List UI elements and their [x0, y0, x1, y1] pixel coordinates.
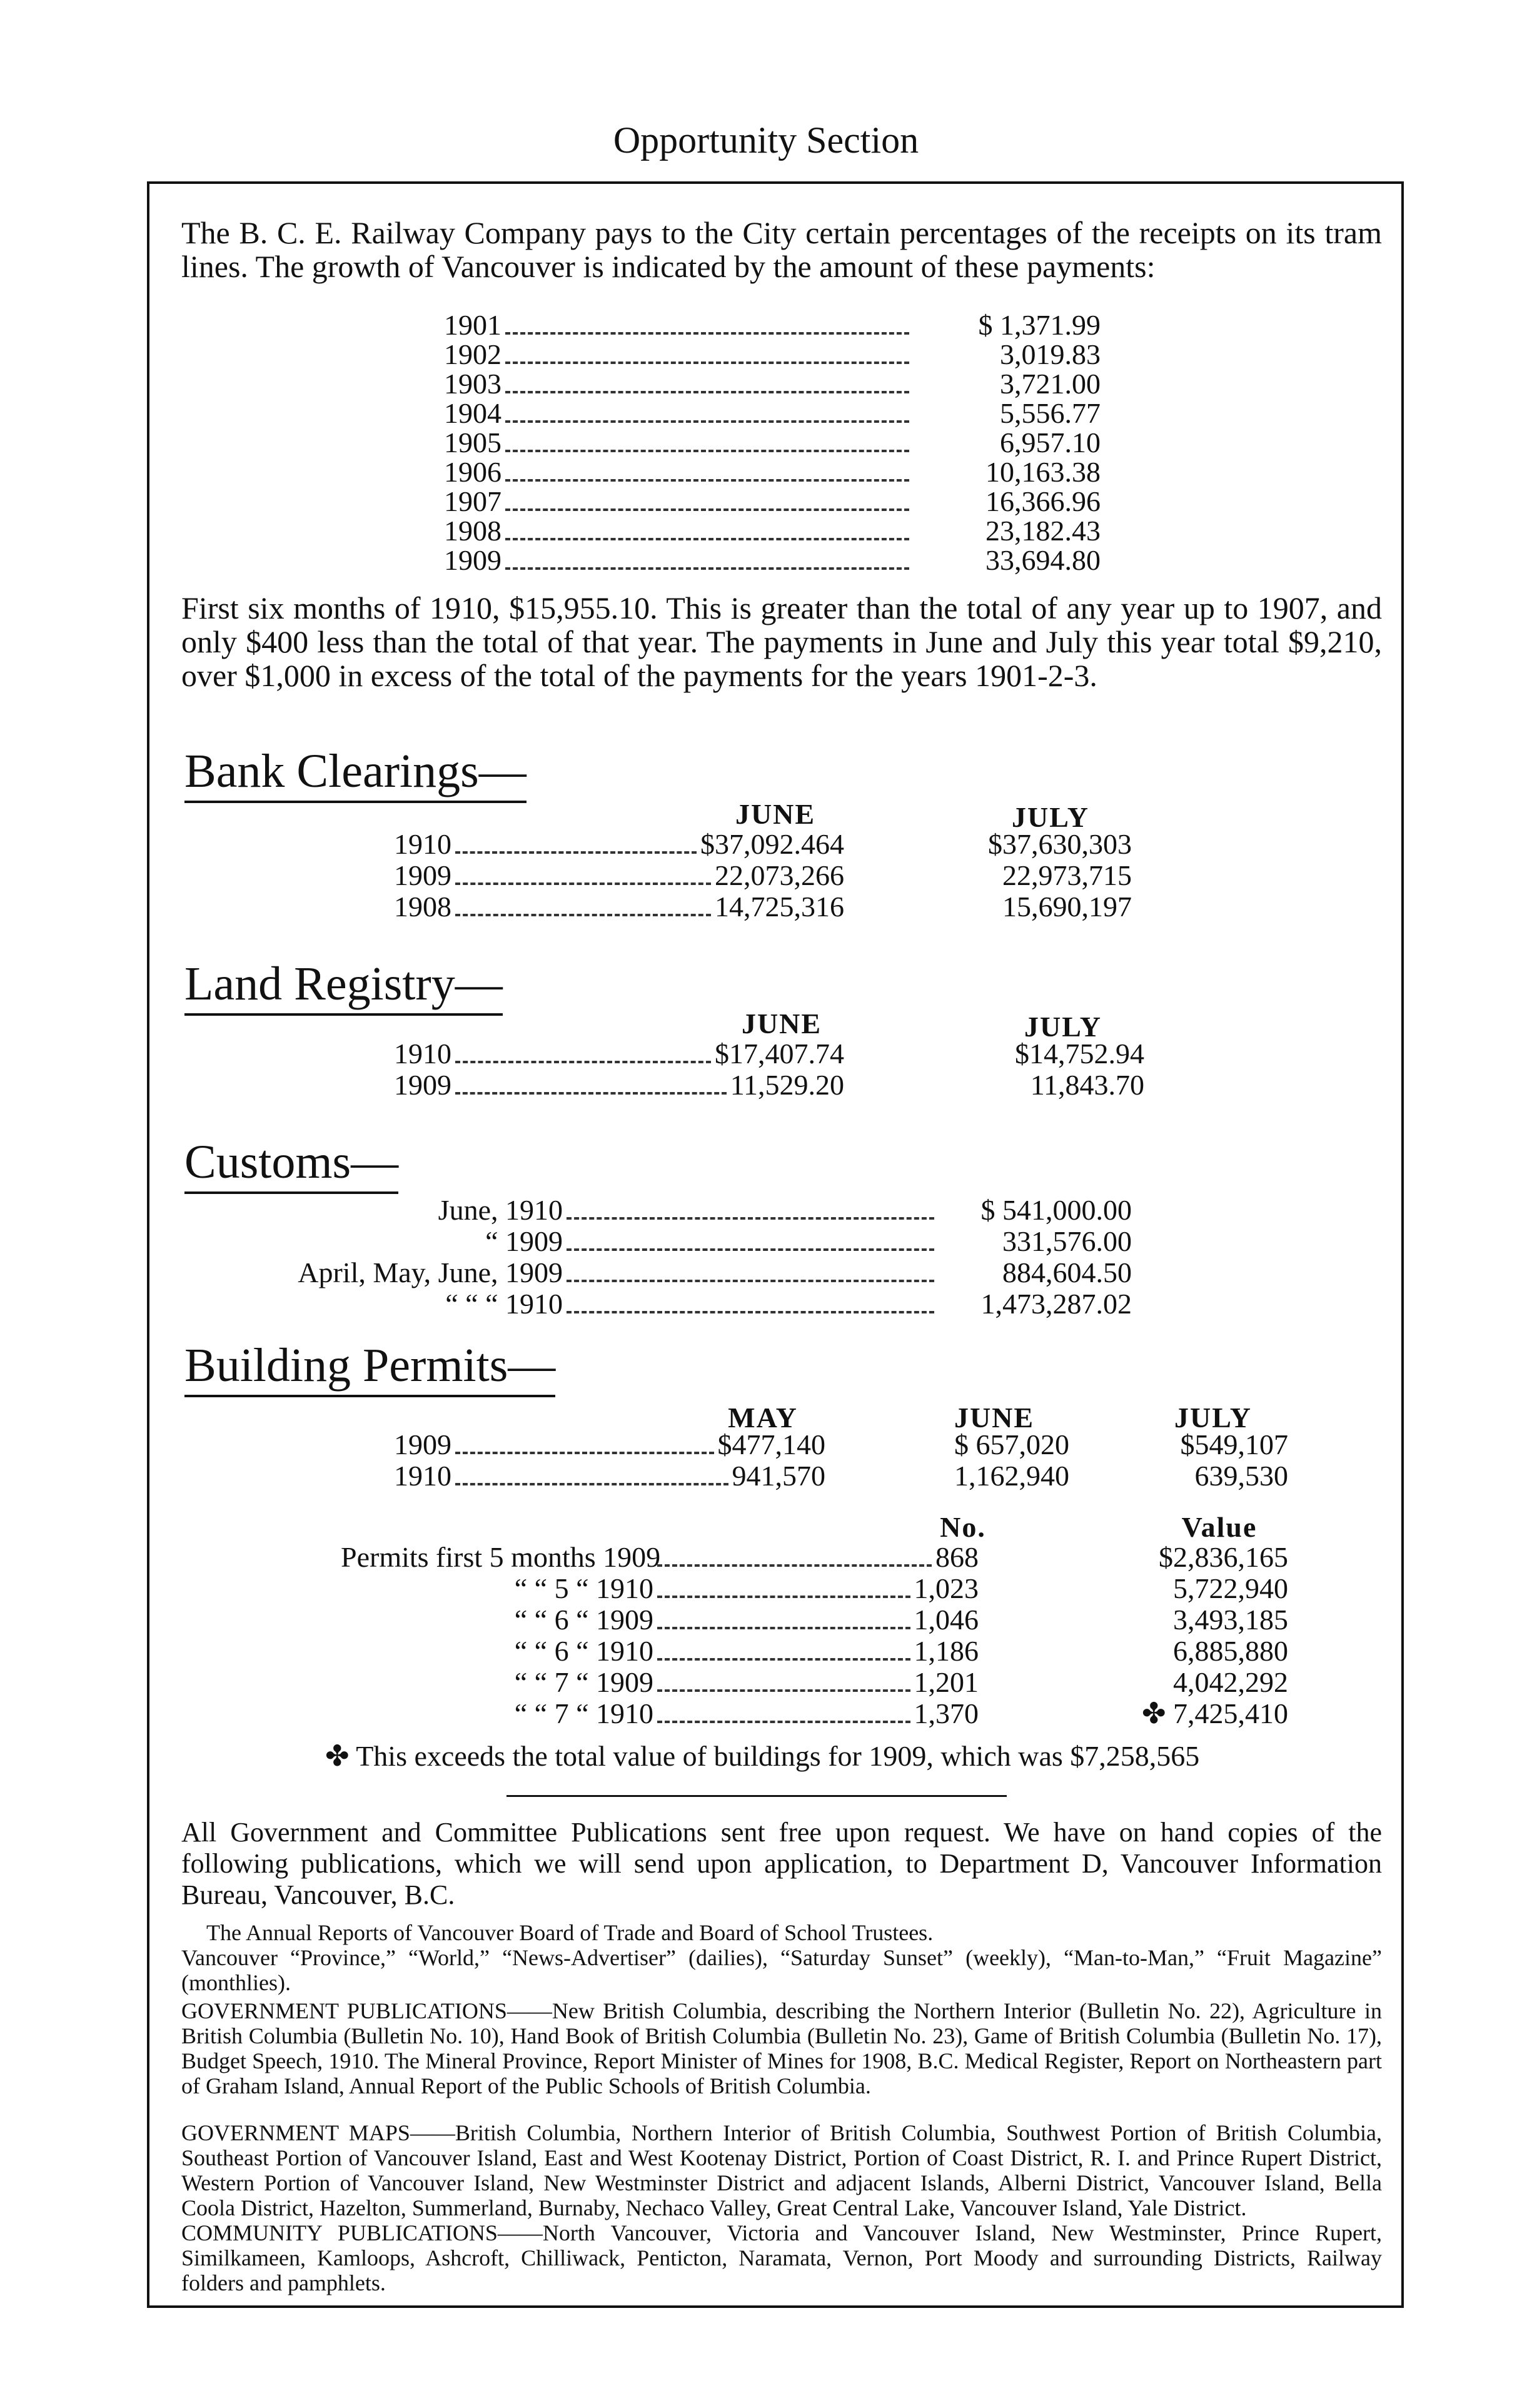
june-value: 22,073,266: [715, 859, 844, 891]
leader-cell: [394, 829, 844, 861]
july-value: $14,752.94: [1015, 1038, 1144, 1070]
customs-label: June, 1910: [438, 1194, 563, 1226]
permits-no: 1,201: [914, 1666, 979, 1698]
payments-note: First six months of 1910, $15,955.10. This is greater than the total of any year up to 1907, and only $400 less than the total of that year. The payments in June and July this year total $9,210, over $1,000 in excess of the total of the payments for the years 1901-2-3.: [181, 590, 1382, 693]
july-value: $37,630,303: [988, 828, 1132, 860]
payment-row: [444, 368, 1101, 398]
payment-year: 1903: [444, 368, 501, 400]
government-maps: GOVERNMENT MAPS——British Columbia, Northern Interior of British Columbia, Southwest Portion of British Columbia, Southeast Portion of Vancouver Island, East and West Kootenay District, Portion of Coast District, R. I. and Prince Rupert District, Western Portion of Vancouver Island, New Westminster District and adjacent Islands, Alberni District, Vancouver Island, Bella Coola District, Hazelton, Summerland, Burnaby, Nechaco Valley, Great Central Lake, Vancouver Island, Yale District.: [181, 2120, 1382, 2220]
payment-row: [444, 398, 1101, 427]
customs-label: “ “ “ 1910: [445, 1288, 563, 1320]
customs-label: April, May, June, 1909: [298, 1257, 563, 1288]
leader-dots: [505, 479, 909, 482]
leader-dots: [455, 1061, 711, 1063]
permits-label: “ “ 6 “ 1909: [514, 1604, 653, 1636]
intro-paragraph: The B. C. E. Railway Company pays to the City certain percentages of the receipts on its tram lines. The growth of Vancouver is indicated by the amount of these payments:: [181, 215, 1382, 284]
leader-dots: [505, 332, 909, 335]
july-value: $549,107: [1180, 1429, 1288, 1460]
customs-amount: 884,604.50: [1002, 1257, 1132, 1288]
permits-label: Permits first 5 months 1909: [341, 1541, 661, 1573]
leader-dots: [455, 914, 711, 916]
leader-dots: [657, 1596, 910, 1598]
payment-year: 1906: [444, 456, 501, 488]
leader-dots: [455, 1092, 727, 1095]
permits-col-may: MAY: [728, 1402, 798, 1434]
payment-year: 1901: [444, 309, 501, 341]
june-value: 1,162,940: [954, 1460, 1069, 1492]
leader-dots: [505, 567, 909, 570]
leader-cell: [394, 1038, 844, 1071]
permits-row: [394, 1460, 1288, 1492]
permits-col-july: JULY: [1174, 1402, 1252, 1434]
bank-clearings-heading: Bank Clearings—: [184, 744, 527, 803]
july-value: 15,690,197: [1002, 891, 1132, 923]
july-value: 639,530: [1194, 1460, 1288, 1492]
permits-months-row: [341, 1604, 1288, 1636]
june-value: $17,407.74: [715, 1038, 844, 1070]
may-value: $477,140: [717, 1429, 825, 1460]
leader-dots: [455, 1452, 714, 1454]
leader-dots: [657, 1658, 910, 1661]
leader-dots: [505, 450, 909, 452]
newspapers: Vancouver “Province,” “World,” “News-Advertiser” (dailies), “Saturday Sunset” (weekly), “Man-to-Man,” “Fruit Magazine” (monthlies).: [181, 1945, 1382, 1995]
payment-year: 1907: [444, 485, 501, 517]
june-value: $37,092.464: [700, 828, 844, 860]
customs-amount: 1,473,287.02: [980, 1288, 1132, 1320]
payment-row: [444, 339, 1101, 368]
payment-amount: 6,957.10: [1000, 427, 1101, 458]
land-col-july: JULY: [1024, 1011, 1102, 1043]
bank-clearings-table: [394, 829, 1144, 923]
row-year: 1910: [394, 1038, 451, 1070]
payment-year: 1909: [444, 544, 501, 576]
june-value: 11,529.20: [730, 1069, 844, 1101]
customs-row: [288, 1288, 1132, 1320]
leader-dots: [505, 538, 909, 540]
leader-dots: [455, 851, 697, 854]
leader-cell: [341, 1698, 979, 1731]
payment-year: 1908: [444, 515, 501, 547]
june-value: 14,725,316: [715, 891, 844, 923]
land-registry-table: [394, 1038, 1144, 1101]
government-publications: GOVERNMENT PUBLICATIONS——New British Columbia, describing the Northern Interior (Bulletin No. 22), Agriculture in British Columbia (Bulletin No. 10), Hand Book of British Columbia (Bulletin No. 23), Game of British Columbia (Bulletin No. 17), Budget Speech, 1910. The Mineral Province, Report Minister of Mines for 1908, B.C. Medical Register, Report on Northeastern part of Graham Island, Annual Report of the Public Schools of British Columbia.: [181, 1998, 1382, 2098]
building-permits-table: [394, 1429, 1288, 1492]
permits-no: 1,046: [914, 1604, 979, 1636]
permits-label: “ “ 7 “ 1909: [514, 1666, 653, 1698]
customs-row: [288, 1226, 1132, 1257]
customs-amount: $ 541,000.00: [980, 1194, 1132, 1226]
leader-cell: [394, 860, 844, 893]
june-value: $ 657,020: [954, 1429, 1069, 1460]
july-value: 22,973,715: [1002, 859, 1132, 891]
permits-label: “ “ 7 “ 1910: [514, 1697, 653, 1729]
bank-col-july: JULY: [1012, 801, 1089, 833]
customs-amount: 331,576.00: [1002, 1225, 1132, 1257]
leader-dots: [657, 1627, 910, 1629]
payment-amount: 5,556.77: [1000, 397, 1101, 429]
permits-value: 5,722,940: [1173, 1572, 1288, 1604]
may-value: 941,570: [732, 1460, 825, 1492]
publications-lead: All Government and Committee Publications sent free upon request. We have on hand copies of the following publications, which we will send upon application, to Department D, Vancouver Information Bureau, Vancouver, B.C.: [181, 1817, 1382, 1910]
permits-months-table: [341, 1542, 1288, 1729]
leader-dots: [657, 1721, 910, 1723]
permits-label: “ “ 5 “ 1910: [514, 1572, 653, 1604]
customs-label: “ 1909: [485, 1225, 563, 1257]
leader-dots: [505, 508, 909, 511]
payment-row: [444, 310, 1101, 339]
leader-dots: [567, 1311, 934, 1313]
leader-dots: [657, 1564, 932, 1567]
leader-cell: [394, 1070, 844, 1102]
leader-dots: [505, 420, 909, 423]
customs-heading: Customs—: [184, 1135, 398, 1194]
row-year: 1910: [394, 1460, 451, 1492]
payment-row: [444, 427, 1101, 457]
community-publications: COMMUNITY PUBLICATIONS——North Vancouver, Victoria and Vancouver Island, New Westminster, Prince Rupert, Similkameen, Kamloops, Ashcroft, Chilliwack, Penticton, Naramata, Vernon, Port Moody and surrounding Districts, Railway folders and pamphlets.: [181, 2220, 1382, 2295]
leader-dots: [455, 883, 711, 885]
permits-months-row: [341, 1698, 1288, 1729]
leader-cell: [394, 891, 844, 924]
permits-col-june: JUNE: [954, 1402, 1035, 1434]
leader-dots: [567, 1280, 934, 1282]
annual-reports: The Annual Reports of Vancouver Board of Trade and Board of School Trustees.: [206, 1920, 934, 1945]
land-col-june: JUNE: [741, 1008, 822, 1040]
leader-cell: [394, 1460, 825, 1493]
permits-col-value: Value: [1181, 1511, 1257, 1543]
permits-value: 4,042,292: [1173, 1666, 1288, 1698]
leader-cell: [341, 1573, 979, 1606]
payment-row: [444, 545, 1101, 574]
permits-value: $2,836,165: [1159, 1541, 1288, 1573]
table-row: [394, 1038, 1144, 1070]
leader-dots: [567, 1217, 934, 1220]
table-row: [394, 829, 1144, 860]
payment-amount: 10,163.38: [985, 456, 1101, 488]
payment-amount: 16,366.96: [985, 485, 1101, 517]
running-head: Opportunity Section: [613, 119, 919, 161]
payment-amount: 3,019.83: [1000, 338, 1101, 370]
leader-cell: [394, 1429, 825, 1462]
leader-dots: [505, 362, 909, 364]
leader-cell: [341, 1604, 979, 1637]
leader-dots: [455, 1483, 728, 1485]
leader-dots: [567, 1248, 934, 1251]
permits-value: 3,493,185: [1173, 1604, 1288, 1636]
row-year: 1909: [394, 1429, 451, 1460]
payment-year: 1902: [444, 338, 501, 370]
leader-cell: [341, 1667, 979, 1699]
permits-months-row: [341, 1573, 1288, 1604]
july-value: 11,843.70: [1030, 1069, 1144, 1101]
payment-amount: 3,721.00: [1000, 368, 1101, 400]
payment-amount: 33,694.80: [985, 544, 1101, 576]
leader-dots: [657, 1689, 910, 1692]
permits-no: 1,023: [914, 1572, 979, 1604]
leader-dots: [505, 391, 909, 393]
payment-amount: 23,182.43: [985, 515, 1101, 547]
customs-row: [288, 1195, 1132, 1226]
permits-months-row: [341, 1542, 1288, 1573]
payment-row: [444, 486, 1101, 515]
row-year: 1910: [394, 828, 451, 860]
payment-year: 1905: [444, 427, 501, 458]
row-year: 1909: [394, 859, 451, 891]
permits-no: 868: [935, 1541, 979, 1573]
divider: [506, 1795, 1007, 1797]
customs-table: [288, 1195, 1132, 1320]
leader-cell: [341, 1636, 979, 1668]
permits-months-row: [341, 1636, 1288, 1667]
table-row: [394, 1070, 1144, 1101]
permits-no: 1,186: [914, 1635, 979, 1667]
customs-row: [288, 1257, 1132, 1288]
payment-row: [444, 457, 1101, 486]
leader-cell: [341, 1542, 979, 1574]
permits-months-row: [341, 1667, 1288, 1698]
permits-footnote: ✤ This exceeds the total value of buildings for 1909, which was $7,258,565: [325, 1740, 1200, 1772]
building-permits-heading: Building Permits—: [184, 1338, 555, 1397]
permits-label: “ “ 6 “ 1910: [514, 1635, 653, 1667]
payments-table: [444, 310, 1101, 574]
row-year: 1908: [394, 891, 451, 923]
payment-year: 1904: [444, 397, 501, 429]
table-row: [394, 860, 1144, 891]
permits-value: 6,885,880: [1173, 1635, 1288, 1667]
row-year: 1909: [394, 1069, 451, 1101]
table-row: [394, 891, 1144, 923]
permits-no: 1,370: [914, 1697, 979, 1729]
payment-amount: $ 1,371.99: [978, 309, 1101, 341]
land-registry-heading: Land Registry—: [184, 957, 503, 1016]
permits-row: [394, 1429, 1288, 1460]
bank-col-june: JUNE: [735, 798, 816, 830]
permits-col-no: No.: [940, 1511, 986, 1543]
payment-row: [444, 515, 1101, 545]
permits-value: ✤ 7,425,410: [1141, 1697, 1288, 1729]
